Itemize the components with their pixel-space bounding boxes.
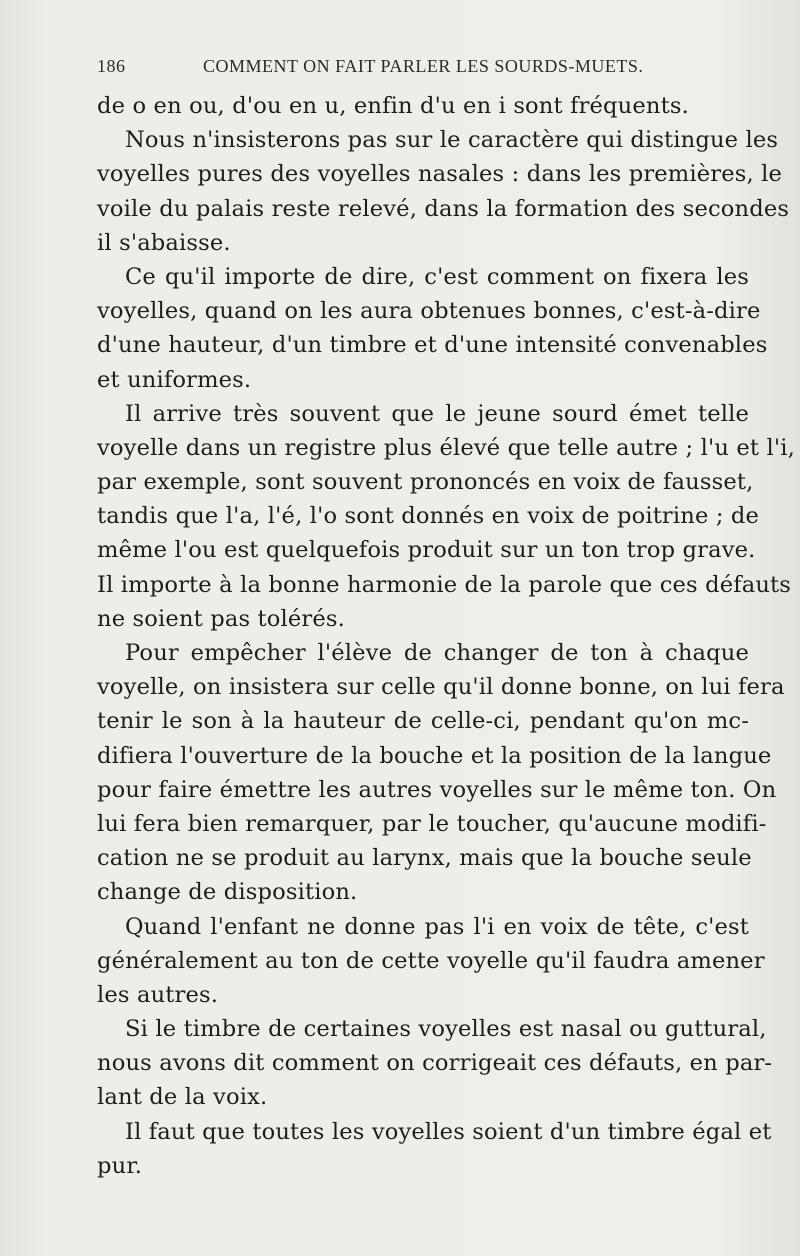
text-line: Nous n'insisterons pas sur le caractère qui distingue les xyxy=(125,127,779,154)
body-text xyxy=(97,89,795,1183)
text-line: tenir le son à la hauteur de celle-ci, pendant qu'on mc- xyxy=(97,708,749,735)
text-line: voyelles pures des voyelles nasales : dans les premières, le xyxy=(97,161,783,188)
text-line: tandis que l'a, l'é, l'o sont donnés en voix de poitrine ; de xyxy=(97,503,760,530)
paragraph xyxy=(97,910,765,1013)
running-header xyxy=(97,56,747,82)
text-line: Il arrive très souvent que le jeune sourd émet telle xyxy=(125,400,749,427)
text-line: change de disposition. xyxy=(97,879,358,906)
text-line: Ce qu'il importe de dire, c'est comment on fixera les xyxy=(125,263,749,290)
text-line: voyelles, quand on les aura obtenues bonnes, c'est-à-dire xyxy=(97,298,761,325)
text-line: ne soient pas tolérés. xyxy=(97,605,345,632)
paragraph xyxy=(97,89,749,123)
text-line: lui fera bien remarquer, par le toucher, qu'aucune modifi- xyxy=(97,810,767,837)
text-line: pur. xyxy=(97,1152,143,1179)
paragraph xyxy=(97,636,785,910)
text-line: Quand l'enfant ne donne pas l'i en voix de tête, c'est xyxy=(125,913,749,940)
text-line: même l'ou est quelquefois produit sur un ton trop grave. xyxy=(97,537,756,564)
text-line: voyelle, on insistera sur celle qu'il donne bonne, on lui fera xyxy=(97,674,785,701)
paragraph xyxy=(97,123,790,260)
text-line: voyelle dans un registre plus élevé que telle autre ; l'u et l'i, xyxy=(97,434,795,461)
text-line: voile du palais reste relevé, dans la formation des secondes xyxy=(97,195,790,222)
text-line: lant de la voix. xyxy=(97,1084,268,1111)
text-line: Il importe à la bonne harmonie de la parole que ces défauts xyxy=(97,571,792,598)
text-line: généralement au ton de cette voyelle qu'il faudra amener xyxy=(97,947,765,974)
paragraph xyxy=(97,1012,773,1115)
paragraph xyxy=(97,1115,772,1183)
page-number: 186 xyxy=(97,56,126,76)
text-line: nous avons dit comment on corrigeait ces défauts, en par- xyxy=(97,1050,773,1077)
text-line: d'une hauteur, d'un timbre et d'une intensité convenables xyxy=(97,332,768,359)
text-line: Il faut que toutes les voyelles soient d'un timbre égal et xyxy=(125,1118,772,1145)
text-line: de o en ou, d'ou en u, enfin d'u en i sont fréquents. xyxy=(97,93,689,119)
text-line: par exemple, sont souvent prononcés en voix de fausset, xyxy=(97,469,754,496)
text-line: et uniformes. xyxy=(97,366,252,393)
text-line: pour faire émettre les autres voyelles sur le même ton. On xyxy=(97,776,777,803)
text-line: cation ne se produit au larynx, mais que la bouche seule xyxy=(97,845,752,872)
text-line: Si le timbre de certaines voyelles est nasal ou guttural, xyxy=(125,1016,767,1043)
paragraph xyxy=(97,397,795,636)
running-title: COMMENT ON FAIT PARLER LES SOURDS-MUETS. xyxy=(203,56,644,76)
paragraph xyxy=(97,260,768,397)
text-line: Pour empêcher l'élève de changer de ton à chaque xyxy=(125,640,749,666)
text-line: les autres. xyxy=(97,981,219,1008)
text-line: difiera l'ouverture de la bouche et la position de la langue xyxy=(97,742,772,769)
text-line: il s'abaisse. xyxy=(97,229,231,256)
